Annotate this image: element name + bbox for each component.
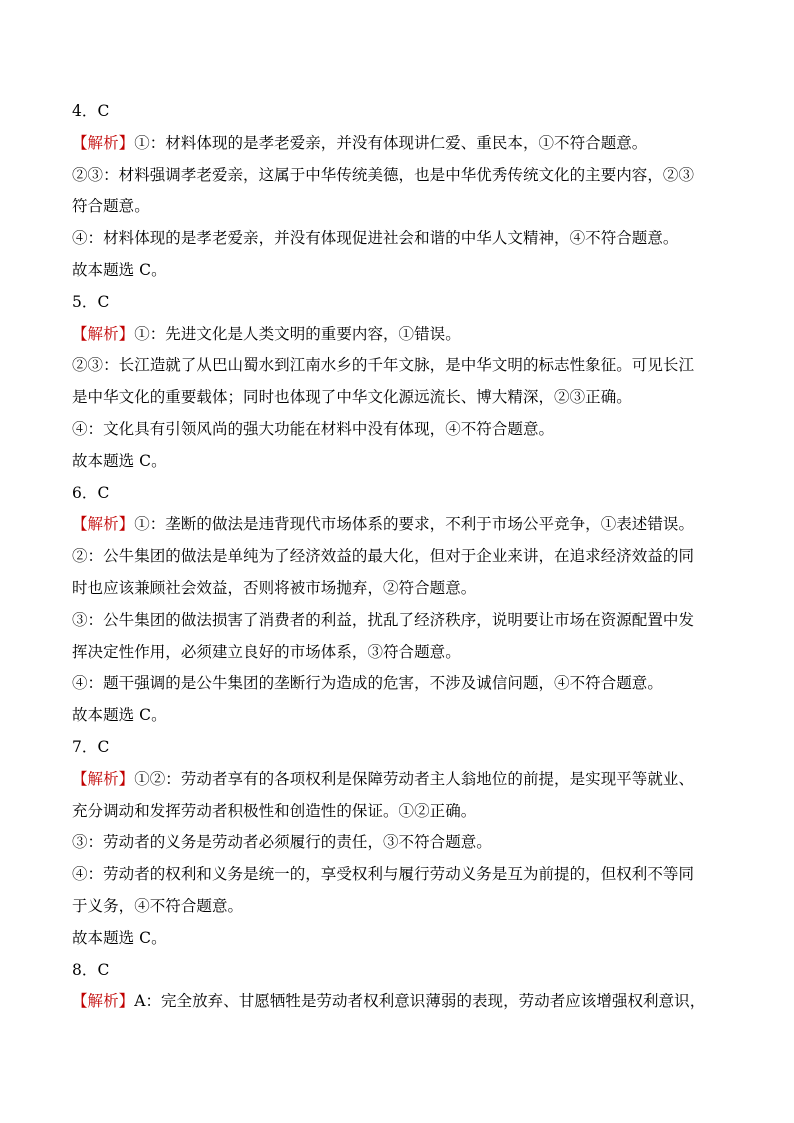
- analysis-text-line: 故本题选 C。: [72, 260, 167, 279]
- analysis-line: [72, 764, 722, 796]
- analysis-tag: 【解析】: [72, 992, 135, 1011]
- analysis-tag: 【解析】: [72, 515, 135, 534]
- analysis-text-line: 于义务，④不符合题意。: [72, 896, 244, 915]
- analysis-text-line: 是中华文化的重要载体；同时也体现了中华文化源远流长、博大精深，②③正确。: [72, 388, 632, 407]
- analysis-line: [72, 319, 722, 351]
- answer-label: 4．C: [72, 102, 110, 120]
- analysis-text-line: ④：文化具有引领风尚的强大功能在材料中没有体现，④不符合题意。: [72, 419, 555, 438]
- analysis-text-line: 符合题意。: [72, 197, 150, 216]
- analysis-text: ①：垄断的做法是违背现代市场体系的要求，不利于市场公平竞争，①表述错误。: [134, 515, 695, 534]
- analysis-text-line: ②③：材料强调孝老爱亲，这属于中华传统美德，也是中华优秀传统文化的主要内容，②③: [72, 165, 695, 184]
- answer-number: [72, 478, 722, 510]
- answer-label: 8．C: [72, 960, 110, 979]
- answer-label: 6．C: [72, 483, 110, 502]
- analysis-text-line: ③：公牛集团的做法损害了消费者的利益，扰乱了经济秩序，说明要让市场在资源配置中发: [72, 610, 695, 629]
- answer-number: [72, 287, 722, 319]
- analysis-text-line: ②：公牛集团的做法是单纯为了经济效益的最大化，但对于企业来讲，在追求经济效益的同: [72, 547, 695, 566]
- analysis-line: [72, 986, 722, 1018]
- analysis-text-line: 时也应该兼顾社会效益，否则将被市场抛弃，②符合题意。: [72, 578, 477, 597]
- analysis-line: [72, 128, 722, 160]
- analysis-text: ①：先进文化是人类文明的重要内容，①错误。: [134, 324, 461, 343]
- analysis-text-line: ③：劳动者的义务是劳动者必须履行的责任，③不符合题意。: [72, 833, 492, 852]
- analysis-text-line: 挥决定性作用，必须建立良好的市场体系，③符合题意。: [72, 642, 461, 661]
- analysis-text-line: ④：材料体现的是孝老爱亲，并没有体现促进社会和谐的中华人文精神，④不符合题意。: [72, 229, 679, 248]
- analysis-text-line: 故本题选 C。: [72, 451, 167, 470]
- analysis-tag: 【解析】: [72, 133, 135, 152]
- analysis-text-line: 故本题选 C。: [72, 928, 167, 947]
- analysis-text-line: ②③：长江造就了从巴山蜀水到江南水乡的千年文脉，是中华文明的标志性象征。可见长江: [72, 356, 695, 375]
- analysis-text: ①②：劳动者享有的各项权利是保障劳动者主人翁地位的前提，是实现平等就业、: [134, 769, 695, 788]
- analysis-text: A：完全放弃、甘愿牺牲是劳动者权利意识薄弱的表现，劳动者应该增强权利意识，: [134, 992, 706, 1011]
- analysis-text: ①：材料体现的是孝老爱亲，并没有体现讲仁爱、重民本，①不符合题意。: [134, 133, 648, 152]
- answer-label: 7．C: [72, 737, 110, 756]
- answer-number: [72, 96, 722, 128]
- analysis-line: [72, 509, 722, 541]
- answer-number: [72, 732, 722, 764]
- answer-label: 5．C: [72, 292, 110, 311]
- analysis-text-line: 充分调动和发挥劳动者积极性和创造性的保证。①②正确。: [72, 801, 477, 820]
- analysis-text-line: ④：劳动者的权利和义务是统一的，享受权利与履行劳动义务是互为前提的，但权利不等同: [72, 865, 695, 884]
- answer-number: [72, 955, 722, 987]
- analysis-tag: 【解析】: [72, 769, 135, 788]
- analysis-text-line: ④：题干强调的是公牛集团的垄断行为造成的危害，不涉及诚信问题，④不符合题意。: [72, 674, 663, 693]
- answer-content: [72, 96, 722, 1018]
- analysis-tag: 【解析】: [72, 324, 135, 343]
- analysis-text-line: 故本题选 C。: [72, 706, 167, 725]
